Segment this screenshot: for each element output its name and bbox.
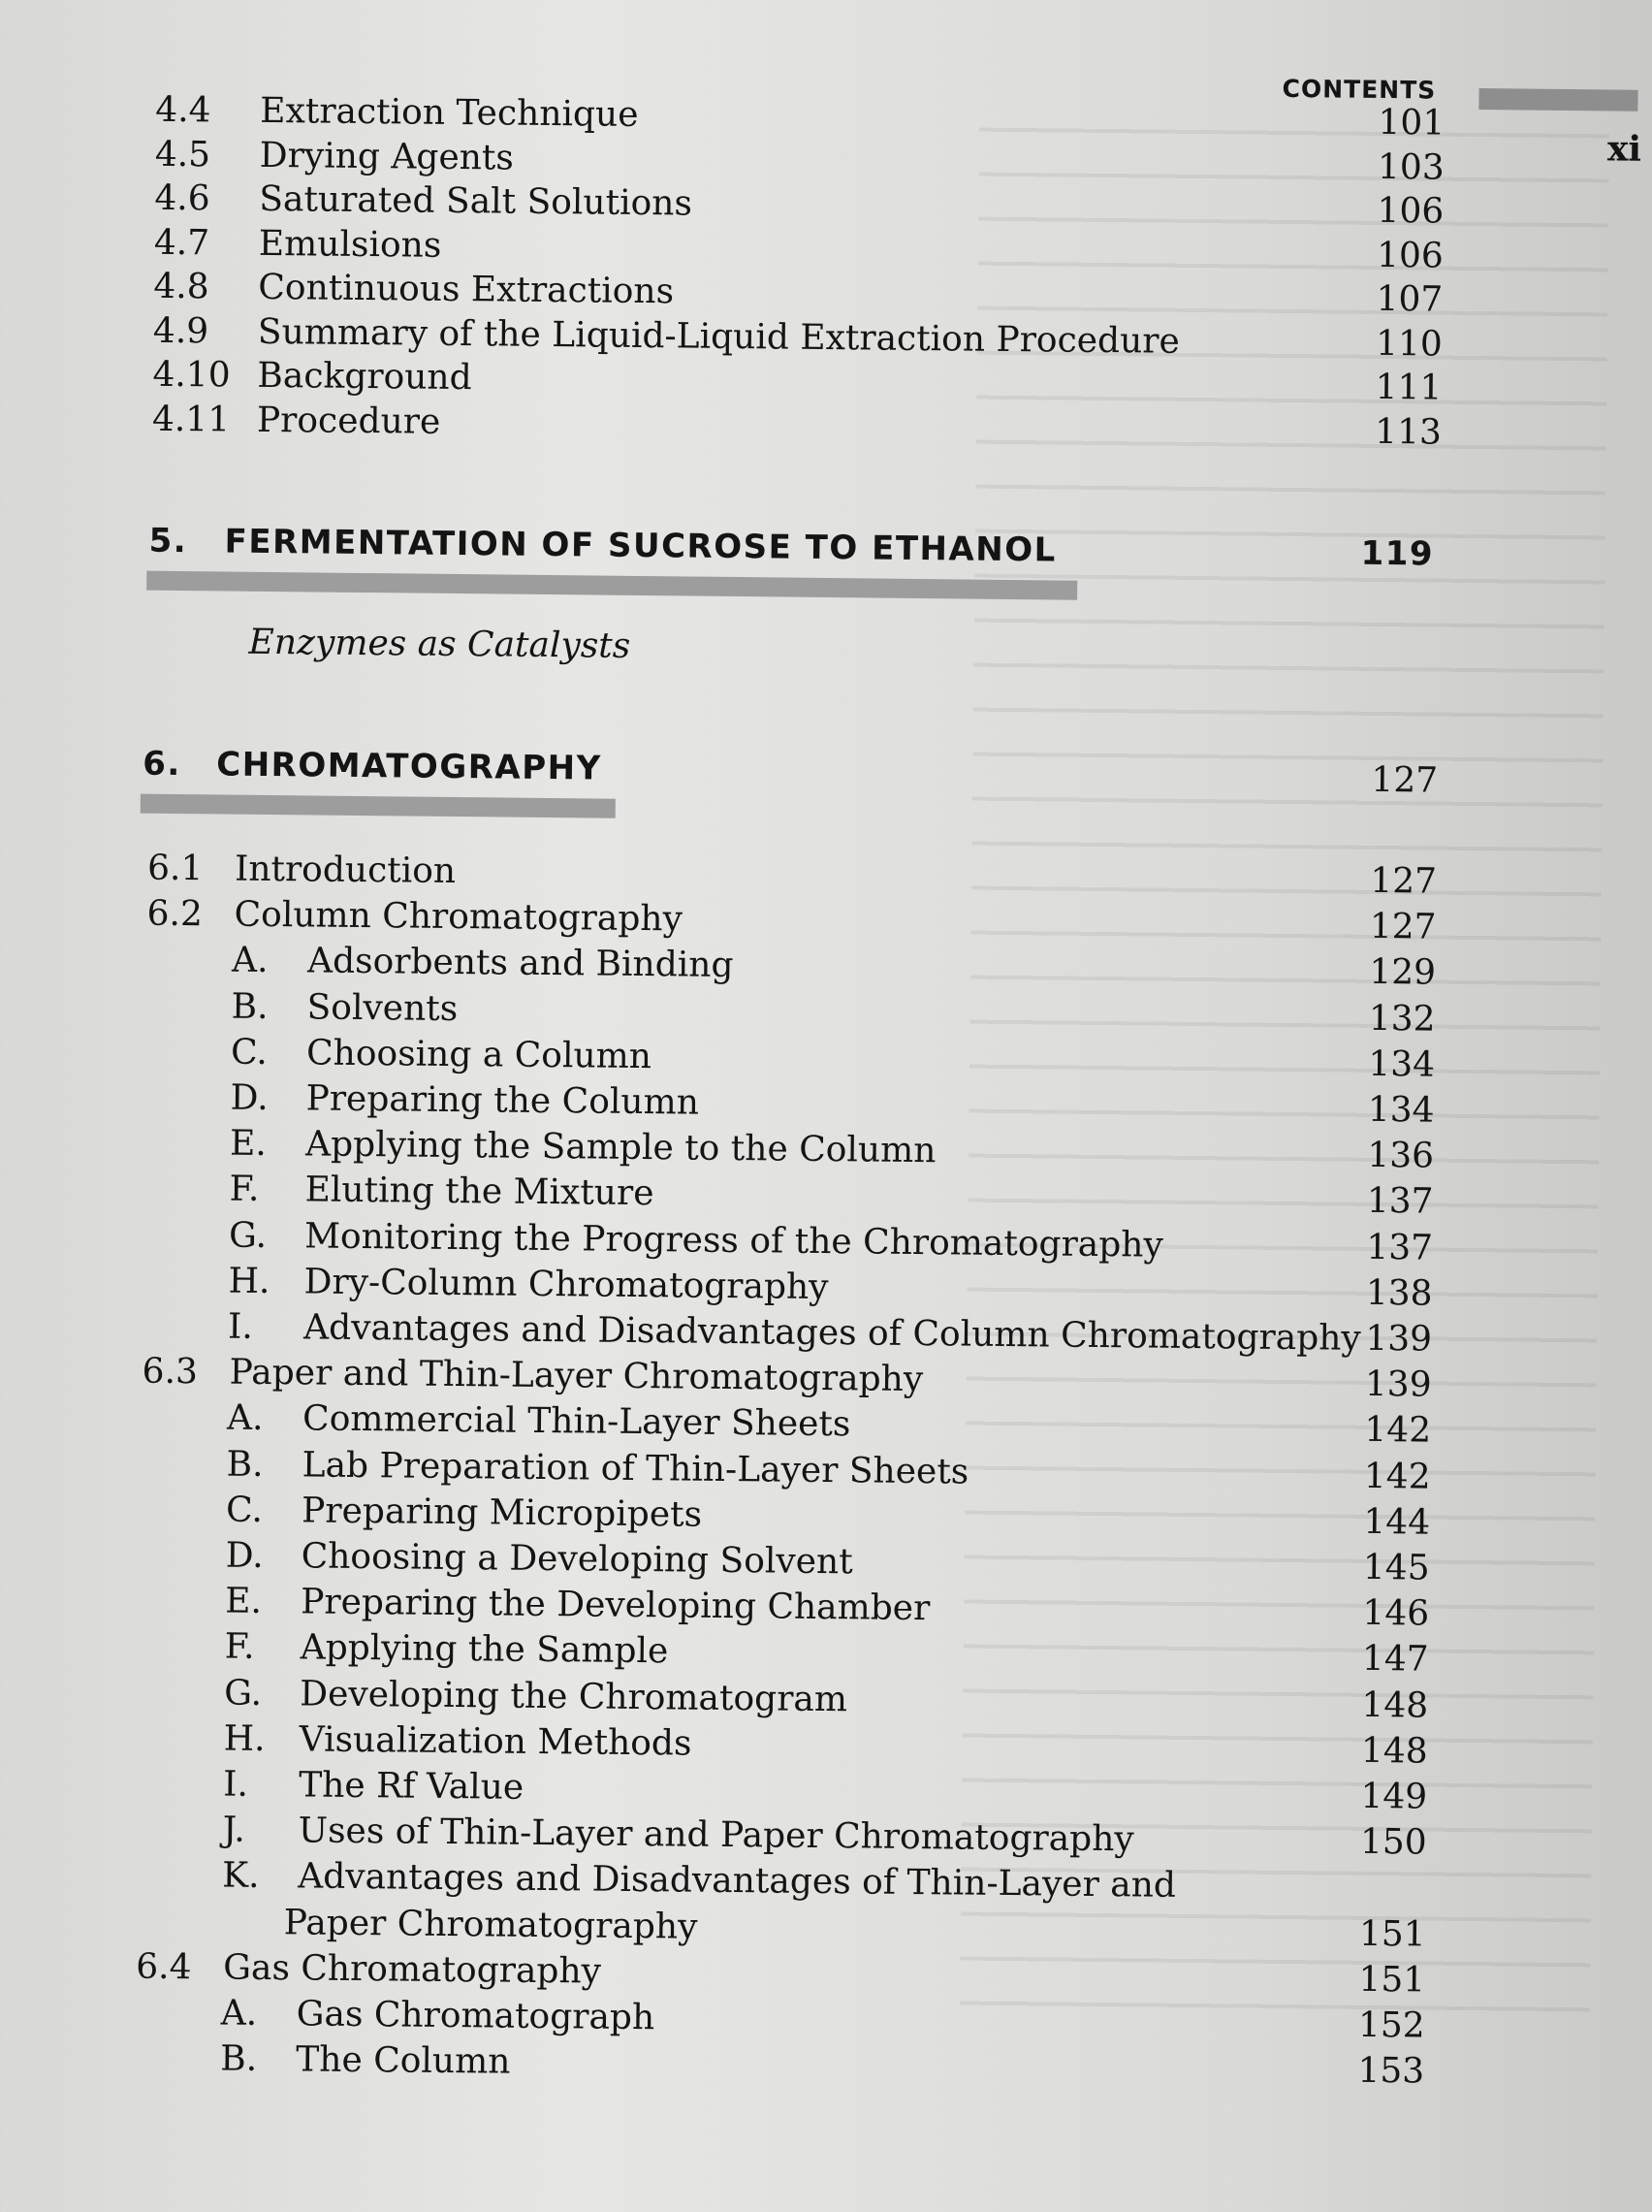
entry-page: 142 — [1363, 1456, 1431, 1497]
entry-number: A. — [220, 1993, 258, 2034]
entry-number: I. — [227, 1306, 254, 1347]
entry-number: I. — [223, 1764, 249, 1805]
entry-title: Drying Agents — [259, 135, 515, 178]
entry-page: 101 — [1378, 102, 1446, 144]
entry-number: 6.3 — [142, 1351, 199, 1393]
entry-title: Preparing Micropipets — [301, 1491, 703, 1535]
entry-title: Applying the Sample — [300, 1627, 669, 1672]
entry-page: 137 — [1366, 1181, 1434, 1222]
entry-number: 4.8 — [153, 266, 209, 307]
entry-title: Advantages and Disadvantages of Column Chromatography — [302, 1307, 1361, 1359]
chapter-number: 5. — [148, 521, 188, 561]
entry-title: Gas Chromatograph — [296, 1994, 655, 2038]
entry-title: Adsorbents and Binding — [306, 941, 734, 986]
entry-title: Uses of Thin-Layer and Paper Chromatography — [298, 1811, 1134, 1860]
chapter-6-rule — [141, 794, 616, 818]
entry-page: 139 — [1365, 1318, 1433, 1360]
entry-page: 138 — [1365, 1272, 1433, 1314]
entry-page: 134 — [1367, 1089, 1435, 1131]
entry-number: G. — [228, 1215, 268, 1256]
entry-number: 6.4 — [136, 1946, 192, 1988]
entry-number: 4.6 — [154, 177, 210, 219]
entry-page: 127 — [1369, 907, 1437, 947]
entry-number: H. — [223, 1718, 266, 1759]
entry-title: Eluting the Mixture — [304, 1170, 654, 1214]
entry-page: 150 — [1359, 1822, 1427, 1863]
entry-number: 4.9 — [152, 310, 209, 351]
entry-title: Procedure — [256, 400, 441, 442]
entry-number: D. — [230, 1077, 269, 1118]
entry-number: J. — [222, 1810, 246, 1850]
chapter-page: 119 — [1360, 533, 1435, 574]
chapter-5-subtitle: Enzymes as Catalysts — [248, 622, 631, 666]
entry-number: K. — [222, 1855, 260, 1897]
entry-number: 6.2 — [146, 893, 204, 935]
entry-title: Commercial Thin-Layer Sheets — [302, 1398, 851, 1445]
entry-page: 151 — [1358, 1959, 1426, 2001]
entry-page: 107 — [1376, 278, 1444, 320]
entry-title: Preparing the Column — [305, 1078, 700, 1123]
chapter-5-rule — [146, 571, 1077, 600]
entry-title: Visualization Methods — [299, 1719, 692, 1764]
entry-title: Continuous Extractions — [258, 267, 675, 312]
entry-page: 148 — [1360, 1730, 1428, 1772]
entry-number: 4.5 — [154, 134, 211, 175]
entry-page: 127 — [1370, 860, 1438, 902]
entry-number: B. — [220, 2038, 258, 2080]
entry-page: 148 — [1361, 1684, 1429, 1726]
entry-number: A. — [231, 940, 269, 981]
entry-title: Gas Chromatography — [223, 1947, 602, 1992]
entry-page: 149 — [1360, 1776, 1428, 1817]
entry-title: Column Chromatography — [234, 894, 683, 940]
entry-title: Paper and Thin-Layer Chromatography — [229, 1352, 924, 1400]
entry-title: Advantages and Disadvantages of Thin-Layer and — [298, 1856, 1177, 1907]
entry-page: 137 — [1366, 1227, 1434, 1268]
entry-page: 151 — [1358, 1913, 1426, 1955]
entry-number: 6.1 — [146, 848, 204, 889]
entry-number: G. — [223, 1673, 263, 1714]
entry-page: 146 — [1362, 1593, 1430, 1634]
entry-title: Background — [257, 355, 472, 399]
entry-title: Monitoring the Progress of the Chromatography — [303, 1215, 1164, 1266]
entry-page: 110 — [1375, 323, 1444, 365]
entry-number: B. — [226, 1444, 264, 1485]
entry-title: Dry-Column Chromatography — [303, 1262, 829, 1307]
entry-page: 111 — [1375, 367, 1443, 408]
entry-title: Developing the Chromatogram — [299, 1673, 848, 1719]
entry-title: Preparing the Developing Chamber — [300, 1582, 931, 1629]
entry-number: 4.7 — [153, 222, 210, 263]
entry-title: Lab Preparation of Thin-Layer Sheets — [302, 1444, 969, 1492]
chapter-6-page: 127 — [1371, 759, 1439, 801]
entry-title: The Column — [296, 2039, 511, 2082]
entry-page — [1329, 1866, 1426, 1867]
entry-page: 152 — [1357, 2004, 1425, 2046]
entry-title: Saturated Salt Solutions — [259, 178, 693, 224]
entry-page: 139 — [1364, 1364, 1432, 1405]
running-header: CONTENTS — [1282, 74, 1437, 105]
entry-number: F. — [229, 1169, 260, 1210]
entry-title: Emulsions — [258, 223, 442, 266]
entry-number: B. — [231, 986, 269, 1027]
entry-page: 145 — [1362, 1547, 1430, 1588]
entry-page: 106 — [1377, 190, 1445, 232]
entry-page: 147 — [1361, 1639, 1429, 1680]
entry-page: 136 — [1367, 1136, 1435, 1176]
entry-title: Choosing a Developing Solvent — [301, 1536, 853, 1583]
entry-page: 103 — [1377, 146, 1445, 188]
chapter-title: CHROMATOGRAPHY — [216, 745, 602, 788]
entry-title: The Rf Value — [298, 1765, 524, 1808]
entry-page: 144 — [1363, 1501, 1431, 1543]
chapter-number: 6. — [143, 744, 182, 785]
entry-page: 132 — [1368, 998, 1436, 1040]
chapter-title: FERMENTATION OF SUCROSE TO ETHANOL — [224, 522, 1058, 570]
entry-title: Summary of the Liquid-Liquid Extraction Procedure — [257, 311, 1181, 362]
entry-title: Choosing a Column — [305, 1033, 652, 1076]
entry-number: A. — [226, 1397, 264, 1439]
entry-number: D. — [225, 1535, 264, 1576]
entry-page: 106 — [1376, 235, 1445, 276]
entry-number: E. — [224, 1581, 263, 1622]
entry-page: 142 — [1364, 1410, 1432, 1451]
entry-title: Applying the Sample to the Column — [304, 1124, 937, 1171]
entry-number: C. — [230, 1032, 269, 1073]
entry-title: Paper Chromatography — [283, 1902, 698, 1947]
entry-number: 4.4 — [155, 89, 211, 131]
entry-title: Solvents — [306, 987, 459, 1029]
page-number: xi — [1606, 128, 1642, 170]
entry-number: E. — [229, 1123, 268, 1165]
entry-page: 129 — [1369, 952, 1437, 993]
entry-title: Introduction — [234, 849, 457, 892]
entry-number: C. — [225, 1490, 264, 1530]
entry-page: 134 — [1368, 1043, 1436, 1085]
entry-number: 4.10 — [152, 354, 231, 396]
entry-page: 113 — [1374, 411, 1443, 453]
entry-number: H. — [228, 1261, 270, 1301]
entry-page: 153 — [1357, 2051, 1425, 2092]
entry-title: Extraction Technique — [260, 90, 639, 135]
entry-number: F. — [224, 1626, 255, 1668]
entry-number: 4.11 — [151, 399, 231, 440]
